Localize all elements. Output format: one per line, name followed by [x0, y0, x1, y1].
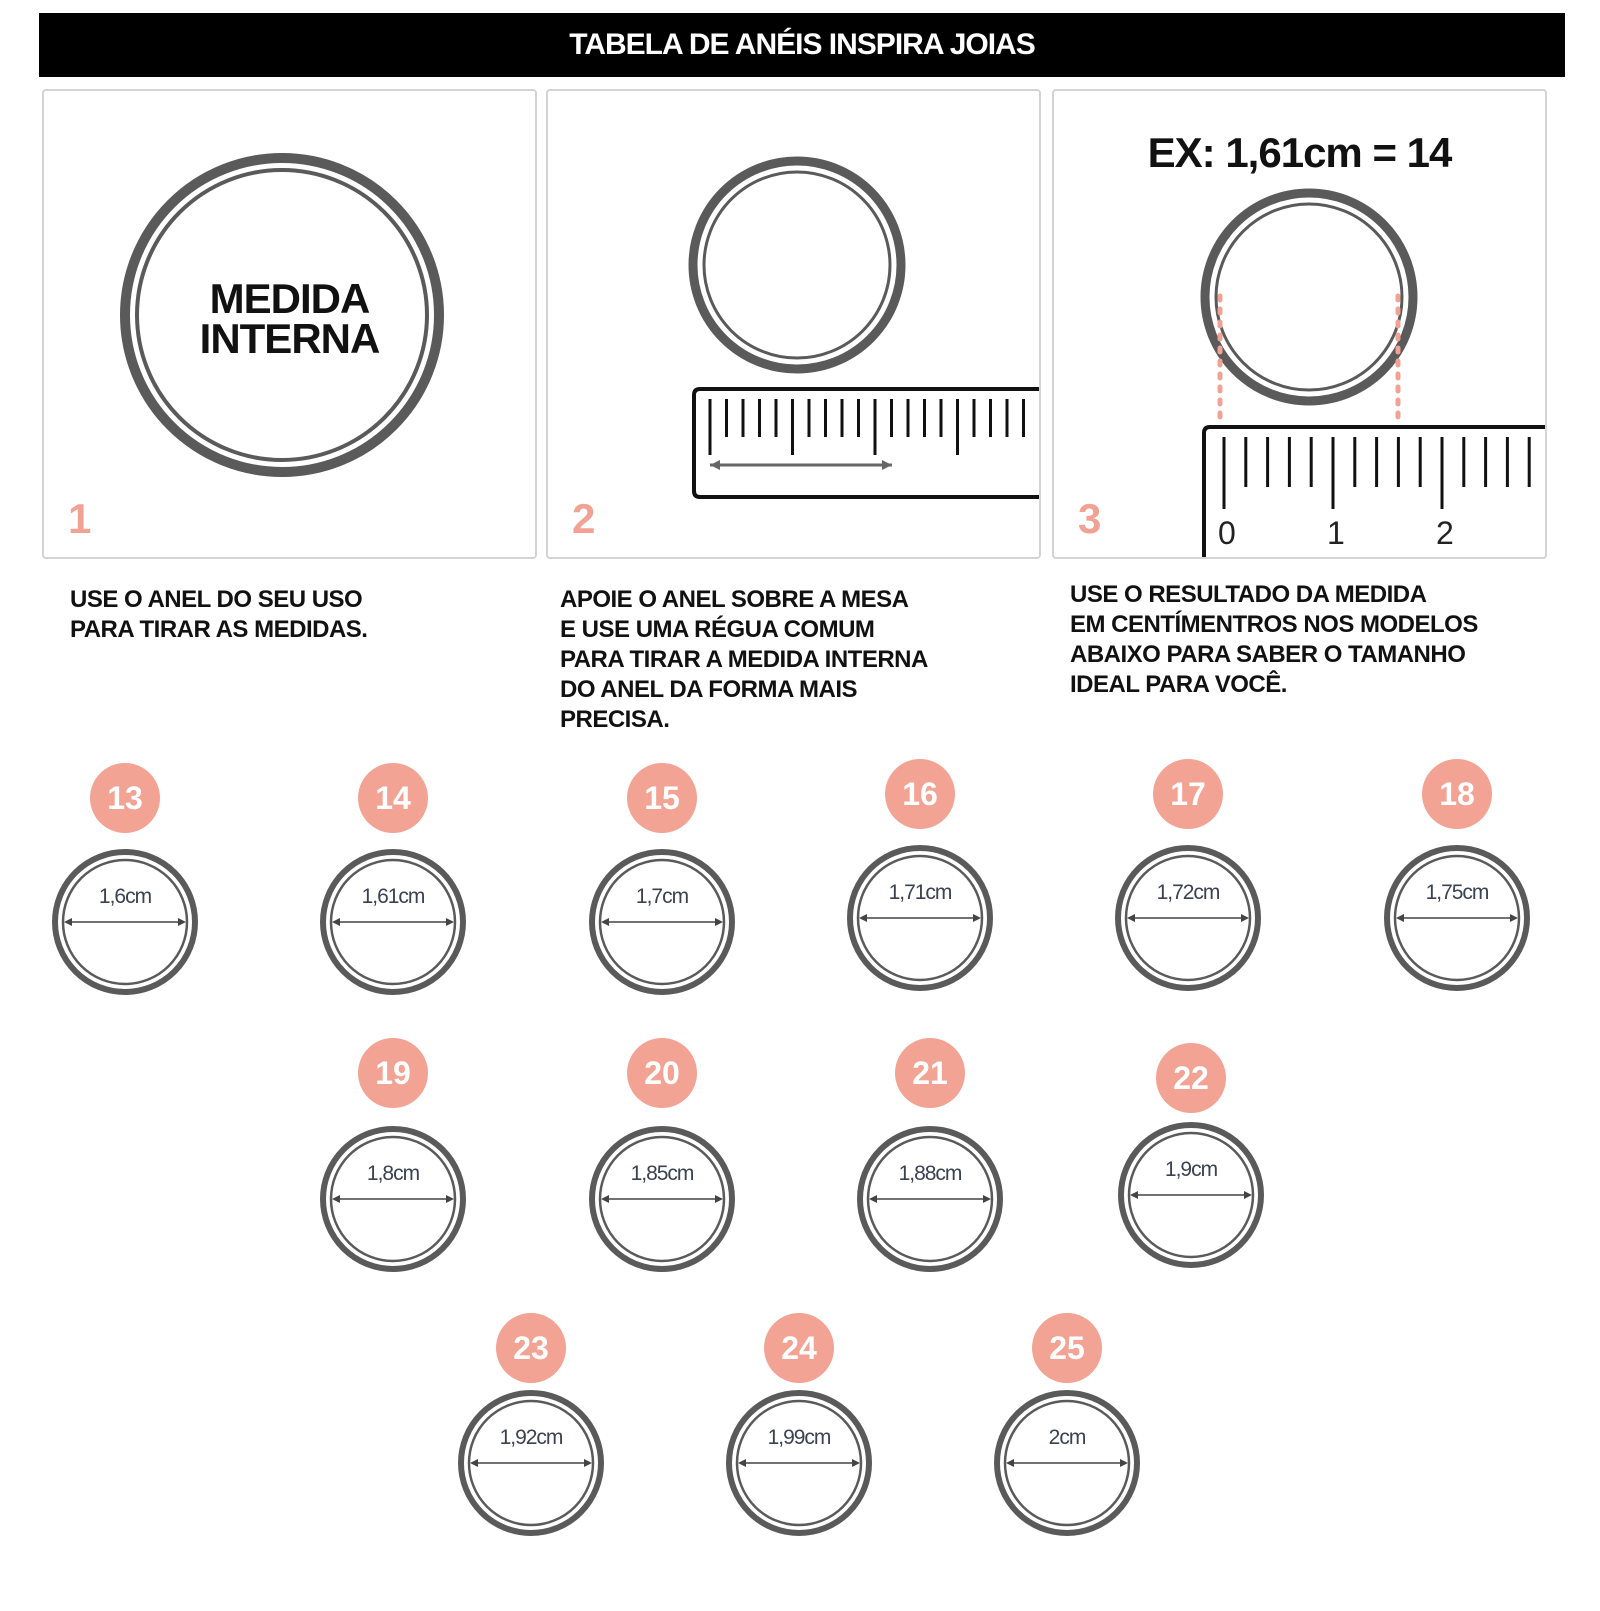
- ruler-tick-label-2: 2: [1436, 515, 1454, 551]
- page-header: [39, 13, 1565, 77]
- size-ring: [1113, 843, 1263, 993]
- ring-icon: [318, 847, 468, 997]
- ring-icon: [587, 847, 737, 997]
- ring-measure-label: 1,75cm: [1425, 881, 1489, 904]
- inner-measure-label-line2: INTERNA: [199, 315, 380, 362]
- size-ring: [587, 1124, 737, 1274]
- instruction-line: PARA TIRAR AS MEDIDAS.: [70, 616, 368, 643]
- example-conversion: EX: 1,61cm = 14: [1147, 129, 1452, 176]
- ring-measure-ruler-illustration-icon: [1054, 91, 1545, 557]
- ring-icon: [724, 1388, 874, 1538]
- ring-icon: [1116, 1120, 1266, 1270]
- ring-icon: [845, 843, 995, 993]
- instruction-line: USE O RESULTADO DA MEDIDA: [1070, 581, 1427, 608]
- size-ring: [50, 847, 200, 997]
- size-badge: 16: [885, 759, 955, 829]
- inner-measure-label-line1: MEDIDA: [209, 275, 370, 322]
- ring-measure-label: 2cm: [1048, 1426, 1086, 1449]
- instruction-line: USE O ANEL DO SEU USO: [70, 586, 363, 613]
- instruction-line: PRECISA.: [560, 706, 670, 733]
- instruction-step-2: [560, 585, 928, 735]
- ring-measure-label: 1,72cm: [1156, 881, 1220, 904]
- size-badge: 23: [496, 1313, 566, 1383]
- ring-icon: [456, 1388, 606, 1538]
- size-badge: 14: [358, 763, 428, 833]
- size-badge: 13: [90, 763, 160, 833]
- ring-measure-label: 1,6cm: [98, 885, 152, 908]
- ring-measure-label: 1,7cm: [635, 885, 689, 908]
- size-badge: 18: [1422, 759, 1492, 829]
- page-title: TABELA DE ANÉIS INSPIRA JOIAS: [569, 28, 1035, 61]
- ring-icon: [50, 847, 200, 997]
- size-badge: 19: [358, 1038, 428, 1108]
- instruction-line: DO ANEL DA FORMA MAIS: [560, 676, 858, 703]
- instruction-step-1: [70, 585, 367, 645]
- ring-measure-label: 1,85cm: [630, 1162, 694, 1185]
- instruction-line: APOIE O ANEL SOBRE A MESA: [560, 586, 909, 613]
- ring-measure-label: 1,88cm: [898, 1162, 962, 1185]
- size-ring: [845, 843, 995, 993]
- size-ring: [318, 847, 468, 997]
- size-badge: 17: [1153, 759, 1223, 829]
- step-2-panel: [546, 89, 1041, 559]
- ring-icon: [992, 1388, 1142, 1538]
- instruction-line: IDEAL PARA VOCÊ.: [1070, 671, 1287, 698]
- size-badge: 20: [627, 1038, 697, 1108]
- size-ring: [992, 1388, 1142, 1538]
- instruction-line: PARA TIRAR A MEDIDA INTERNA: [560, 646, 928, 673]
- instruction-line: EM CENTÍMENTROS NOS MODELOS: [1070, 611, 1478, 638]
- step-number: 3: [1078, 495, 1102, 542]
- ruler-tick-label-0: 0: [1218, 515, 1236, 551]
- size-badge: 21: [895, 1038, 965, 1108]
- instruction-line: E USE UMA RÉGUA COMUM: [560, 616, 875, 643]
- ring-icon: [318, 1124, 468, 1274]
- size-ring: [456, 1388, 606, 1538]
- ring-icon: [1382, 843, 1532, 993]
- instruction-step-3: [1070, 580, 1478, 700]
- size-ring: [1382, 843, 1532, 993]
- size-ring: [318, 1124, 468, 1274]
- size-ring: [855, 1124, 1005, 1274]
- size-badge: 25: [1032, 1313, 1102, 1383]
- ring-icon: [855, 1124, 1005, 1274]
- ring-measure-label: 1,61cm: [361, 885, 425, 908]
- step-1-panel: [42, 89, 537, 559]
- ring-icon: [1113, 843, 1263, 993]
- ring-measure-label: 1,99cm: [767, 1426, 831, 1449]
- size-badge: 15: [627, 763, 697, 833]
- ring-measure-label: 1,9cm: [1164, 1158, 1218, 1181]
- ring-measure-label: 1,71cm: [888, 881, 952, 904]
- ruler-tick-label-1: 1: [1327, 515, 1345, 551]
- size-ring: [587, 847, 737, 997]
- size-ring: [1116, 1120, 1266, 1270]
- ring-on-ruler-illustration-icon: [548, 91, 1039, 557]
- instruction-line: ABAIXO PARA SABER O TAMANHO: [1070, 641, 1466, 668]
- size-badge: 22: [1156, 1043, 1226, 1113]
- ring-measure-label: 1,8cm: [366, 1162, 420, 1185]
- step-number: 1: [68, 495, 92, 542]
- ring-measure-label: 1,92cm: [499, 1426, 563, 1449]
- size-badge: 24: [764, 1313, 834, 1383]
- step-number: 2: [572, 495, 596, 542]
- size-ring: [724, 1388, 874, 1538]
- step-3-panel: [1052, 89, 1547, 559]
- ring-icon: [587, 1124, 737, 1274]
